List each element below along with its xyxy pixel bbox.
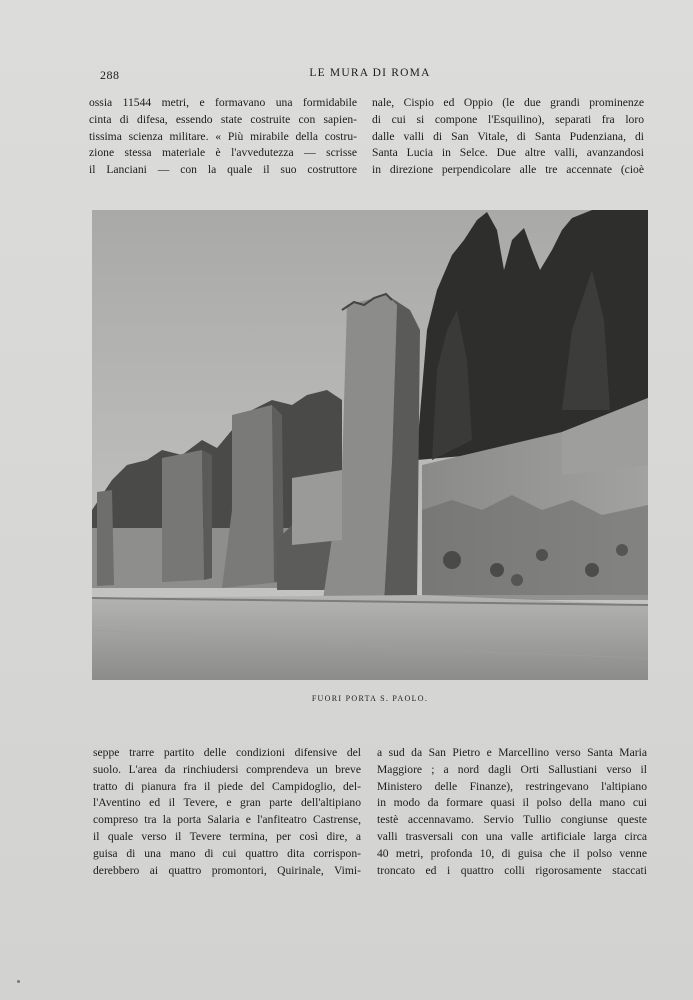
text-line: ossia 11544 metri, e formavano una formidabile — [89, 96, 357, 109]
text-line: troncato ed i quattro colli rigorosamente staccati — [377, 863, 647, 877]
text-line: Santa Lucia in Selce. Due altre valli, avanzandosi — [372, 146, 644, 160]
text-line: il Lanciani — con la quale il suo costruttore — [89, 163, 357, 177]
bottom-left-column — [93, 745, 361, 879]
text-line: dalle valli di San Vitale, di Santa Pudenziana, di — [372, 129, 644, 143]
text-line: in direzione perpendicolare alle tre accennate (cioè — [372, 163, 644, 177]
text-line: a sud da San Pietro e Marcellino verso Santa Maria — [377, 746, 647, 759]
text-line: zione stessa materiale è l'avvedutezza — scrisse — [89, 146, 357, 160]
text-line: l'Aventino ed il Tevere, e gran parte dell'altipiano — [93, 796, 361, 810]
text-line: nale, Cispio ed Oppio (le due grandi prominenze — [372, 96, 644, 109]
text-line: di cui si compone l'Esquilino), separati fra loro — [372, 112, 644, 126]
page-number: 288 — [100, 68, 120, 82]
text-line: seppe trarre partito delle condizioni difensive del — [93, 746, 361, 759]
text-line: tratto di pianura fra il piede del Campidoglio, del- — [93, 779, 361, 793]
bottom-right-column — [377, 745, 647, 879]
text-line: cinta di difesa, essendo state costruite con sapien- — [89, 112, 357, 126]
text-line: Ministero delle Finanze), restringevano l'altipiano — [377, 779, 647, 793]
text-line: 40 metri, profonda 10, di guisa che il polso venne — [377, 846, 647, 860]
text-line: derebbero ai quattro promontori, Quirinale, Vimi- — [93, 863, 361, 877]
running-title: LE MURA DI ROMA — [309, 67, 431, 79]
top-left-column — [89, 95, 357, 179]
text-line: tissima scienza militare. « Più mirabile della costru- — [89, 129, 357, 143]
text-line: suolo. L'area da rinchiudersi comprendeva un breve — [93, 762, 361, 776]
paper-speck — [17, 980, 20, 983]
photograph-plate — [92, 210, 648, 680]
text-line: il quale verso il Tevere termina, per così dire, a — [93, 829, 361, 843]
text-line: guisa di una mano di cui quattro dita corrispon- — [93, 846, 361, 860]
text-line: in modo da formare quasi il polso della mano cui — [377, 796, 647, 810]
text-line: testè accennavamo. Servio Tullio congiunse queste — [377, 813, 647, 827]
text-line: valli trasversali con una valle artificiale larga circa — [377, 829, 647, 843]
text-line: compreso tra la porta Salaria e l'anfiteatro Castrense, — [93, 813, 361, 827]
top-right-column — [372, 95, 644, 179]
wall-towers-photo — [92, 210, 648, 680]
text-line: Maggiore ; a nord dagli Orti Sallustiani verso il — [377, 762, 647, 776]
figure-caption: FUORI PORTA S. PAOLO. — [311, 694, 429, 703]
